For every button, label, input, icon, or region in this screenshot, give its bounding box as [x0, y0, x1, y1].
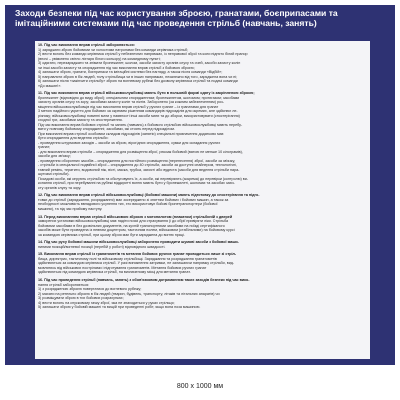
- section-text-line: 5) залишати зброю у бойовій машині та вищій при проведенні робіт, якщо вона поза машиною.: [38, 305, 201, 310]
- section-text-line: 2) вести вогонь без команди керівника стрільб у небезпечних напрямках, із неправової зброї та коли піднято білий прапор: [38, 52, 248, 56]
- section-text-line: чи інші засоби захисту та спорядження під час виконання вправ стрільб з бойовою зброєю;: [38, 65, 195, 70]
- section-text-line: заморених установки військовослужбовці має надіти поясі для страхування (і до обрії привіряти ліки. Стрільба: [38, 219, 229, 224]
- section-text-line: конання стрільб, при перебуванні на рубежі віддкритті вогню мають бути у бронежилеті, шоломах та засобах захи-: [38, 181, 235, 186]
- section-text-line: - стрільби із спеціальної подвійної зброї – спорядження до 40 стрільби, засоби за доступні снайпером, технологічні,: [38, 163, 237, 168]
- section-text-line: 3) розміщувати зброю в тих бойових розрахунках;: [38, 296, 124, 301]
- section-text-line: товки до стрільб (заряджання, розряджання) має зосереджено зі зняттям бойових і бойових машин, а також за: [38, 197, 229, 202]
- section-text-line: міщення військовослужбовців під час виконання вправ стрільб у ручних гранат – із гранатами для гранат: [38, 104, 219, 109]
- section-text-line: бойовими засобами в без дозвільних документів, на кухній транспортними засобами на поїзді сертифіканого: [38, 223, 225, 228]
- section-text-line: 5) направляти зброю в бік людей, тилу стрільбища чи в інших напрямках, незалежно від того, заряджена вона чи ні;: [38, 74, 238, 79]
- poster-title: Заходи безпеки під час користування зброєю, гранатами, боєприпасами та імітаційними системами під час проведення стрільб (навчань, занять): [15, 8, 338, 29]
- section-text-line: Посадові особи, які керують стрільбою та обслуговують їх, а особи, які перевіряють (зокрема) до перевірки (контролю) ви-: [38, 176, 248, 181]
- section-text-line: 6) залишати після «закінчити стрільбу» зброю на вогневому рубежі без дозволу керівника стрільб та подачі команди: [38, 79, 238, 83]
- section-text-line: 1) з розрядженою зброєю повертатися до вогневого рубежу;: [38, 287, 142, 292]
- section-heading: 12. Під час виконання вправ стрільб військовослужбовці (бойової машини) мають підготовку до спостерігання та підго-: [38, 193, 260, 198]
- section: [38, 278, 367, 310]
- section-heading: 15. Виконання вправ стрільб із гранатометів та метання бойових ручних гранат проводиться лише зі стріл-: [38, 252, 237, 257]
- section-text-line: 1) заряджати зброю бойовими чи холостими патронами без команди керівника стрільб;: [38, 47, 189, 52]
- section-heading: 10. Під час виконання вправ стрільб забороняється:: [38, 43, 135, 47]
- size-label: 800 х 1000 мм: [176, 383, 224, 390]
- section-text-line: сходної гри, засобами захисту та спостереження.: [38, 118, 123, 123]
- section-text-line: за командою керівника стрільб, при цьому зброя має бути заряджена до вогню праці.: [38, 232, 185, 237]
- section-text-line: необхідності можливість ввладового усунення тих, хто використовує бойові бронетранспортери (бойової: [38, 202, 218, 207]
- section-text-line: Під час виконання вправ бойових стрільб та занять (навчань) з бойового стрільбою військовослужбовці мають перебу-: [38, 122, 243, 127]
- section-text-line: шутизмі стрільби).: [38, 172, 70, 177]
- section-text-line: здійснюються за командою керівника стрільб. У разі виникнення затримки, не залишаючи напрямку стрільби, вид-: [38, 261, 235, 266]
- section-text-line: засоби для зв'язку;: [38, 154, 71, 159]
- section-text-line: «До машин!».: [38, 83, 62, 88]
- section-text-line: машини), та під час прийому наступу.: [38, 206, 103, 211]
- section-text-line: бронежилет (відповідно до виду зброї); спеціальним спорядженням; бронежилетом, шоломом; протигазом; засобами: [38, 95, 240, 100]
- section-text-line: ниними позицій/вогневої позиції (перебій у роботі) відповідного швидкості.: [38, 244, 166, 249]
- section-text-line: 2) махати на ретельно зброєю в бік людей (тварин, будівель, транспорту, літаків та літальних апаратів) чи: [38, 291, 220, 296]
- section: [38, 43, 367, 88]
- section-text-line: різнику; військовослужбовці повинні мати у наявності інші засоби мати та до зборки, використовувати (спостерігання): [38, 113, 240, 118]
- section: [38, 91, 367, 190]
- section-text-line: 3) одягати, перезаряджати та знімати бронежилет, шолом, засоби захисту органів слуху та очей, засоби захисту колін: [38, 61, 241, 65]
- section-text-line: сту органів слуху та зору.: [38, 185, 82, 190]
- poster-frame: [5, 5, 395, 365]
- section-text-line: При виконанні вправ стрільб особовим складом підрозділів (занятіи) спеціальні призначення додатково має: [38, 131, 224, 136]
- section-text-line: (вночі – увімкнено світло ліхтаря білого кольору) на командному пункті;: [38, 56, 161, 61]
- section-text-line: засобів може бути проведена із певним доцентром, тактичним полем, військовим (стабільними) на бойовому курсі: [38, 228, 235, 233]
- section-text-line: захисту органів слуху та зору; засобами захисту колін та ліктів. Заборонено (за кожним забезпеченням) роз-: [38, 100, 224, 105]
- section-heading: 11. Під час виконання вправ стрільб військовослужбовці мають бути в польовій формі одягу із закріпленою зброєю;: [38, 91, 255, 96]
- section-text-line: вати у повному бойовому спорядженні; засобами, які стоять перед підрозділом.: [38, 127, 175, 132]
- section-text-line: гранат;: [38, 145, 51, 150]
- section: [38, 252, 367, 275]
- section-text-line: - проведення штурмових заходів – засоби за зброю, вірогідних спорядження, сумки для складання ручних: [38, 140, 221, 145]
- section-text-line: нання стрільб забороняється:: [38, 282, 90, 287]
- section-text-line: 4) вести вогонь на спусковому гачку зброї, яка не знаходиться у руках стрільця;: [38, 300, 175, 305]
- poster-content: [35, 41, 370, 359]
- section: [38, 215, 367, 238]
- section: [38, 193, 367, 211]
- section: [38, 240, 367, 249]
- section-text-line: 3 метою надійного укриття для бойових за окремим рішенням командирів підрозділів для окремих, але здійснює ле-: [38, 109, 238, 114]
- section-text-line: здійснюються під командою керівника стрільб, на визначеному місці для метання гранат.: [38, 270, 191, 275]
- section-text-line: мовлятись від військових пострілами і підготування гранатометів. Метання бойових ручних гранат: [38, 265, 207, 270]
- section-text-line: бути спорядження для ведення стрільби:: [38, 136, 109, 141]
- section-text-line: бища, директрис, тактичному полі та військовому стрільбищі. Заряджання та розряджання гранатометів: [38, 256, 217, 261]
- section-text-line: тавний ремінь, тератити, водовоний ніж, вісті, маска, трубка, захисті або вудеста (засоби для ведення стрільби пара-: [38, 167, 240, 172]
- section-text-line: - проведення оборонних засобів – спорядження для постійного розміщення (перенесення) зброї, засоби за зв'язку,: [38, 158, 236, 163]
- section-heading: 16. Під час проведення стрільб (навчань, занять) з обов'язковим дотриманням таких заходів безпеки під час вико-: [38, 278, 250, 283]
- section-heading: 14. Під час руху бойової машини військовослужбовці заборонено проводити шумові засоби з бойової маши-: [38, 240, 239, 245]
- section-heading: 13. Перед виконанням вправ стрільб військовою зброєю з мотопилотом (плакатом) стрільбиній з дверей: [38, 214, 233, 219]
- section-text-line: - для виконання вправ стрільби – спорядження для розміщення зброї, рюкзак бойовий (ватою не менше 10 кілограмів),: [38, 149, 243, 154]
- section-text-line: 4) залишати зброю, гранати, боєприпаси та імітаційні системи без нагляду, а також після команди «Відбій»;: [38, 70, 223, 74]
